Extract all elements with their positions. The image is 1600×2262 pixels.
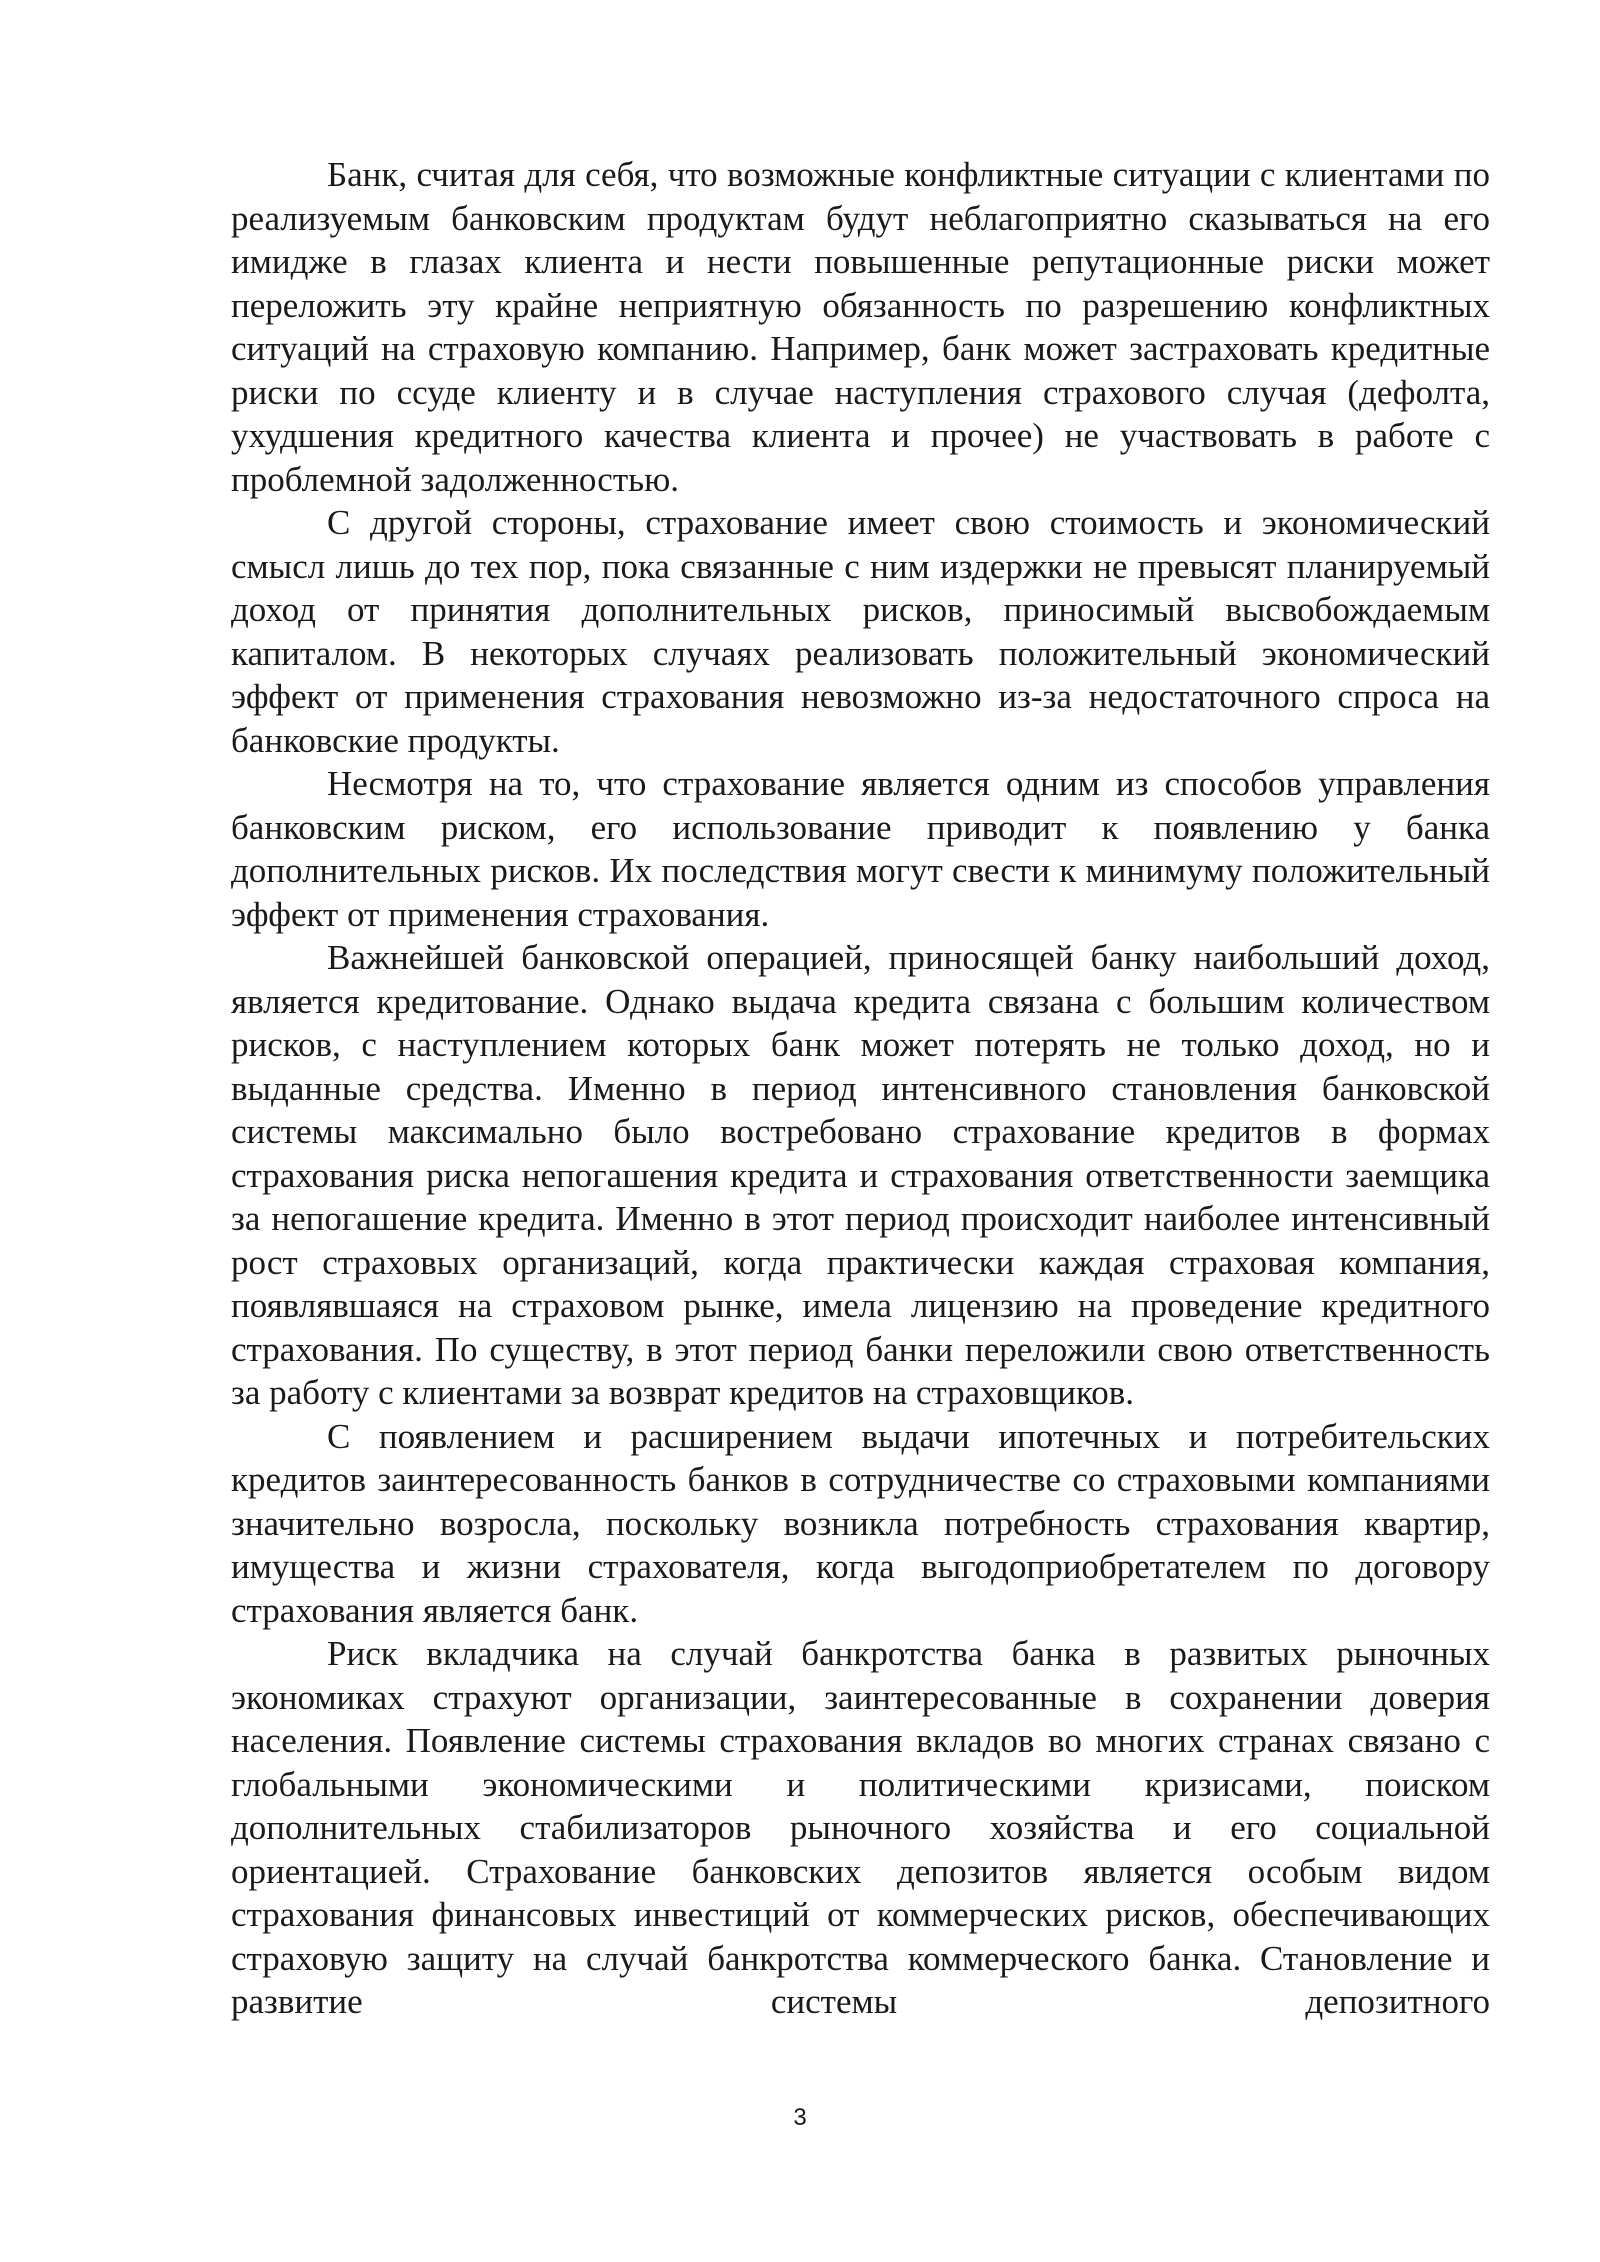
paragraph-lending: Важнейшей банковской операцией, приносящей банку наибольший доход, является кредитование. Однако выдача кредита связана с большим количеством рисков, с наступлением которых банк может потерять не только доход, но и выданные средства. Именно в период интенсивного становления банковской системы максимально было востребовано страхование кредитов в формах страхования риска непогашения кредита и страхования ответственности заемщика за непогашение кредита. Именно в этот период происходит наиболее интенсивный рост страховых организаций, когда практически каждая страховая компания, появлявшаяся на страховом рынке, имела лицензию на проведение кредитного страхования. По существу, в этот период банки переложили свою ответственность за работу с клиентами за возврат кредитов на страховщиков. <box>231 938 1490 1412</box>
paragraph-bank-conflicts: Банк, считая для себя, что возможные конфликтные ситуации с клиентами по реализуемым банковским продуктам будут неблагоприятно сказываться на его имидже в глазах клиента и нести повышенные репутационные риски может переложить эту крайне неприятную обязанность по разрешению конфликтных ситуаций на страховую компанию. Например, банк может застраховать кредитные риски по ссуде клиенту и в случае наступления страхового случая (дефолта, ухудшения кредитного качества клиента и прочее) не участвовать в работе с проблемной задолженностью. <box>231 155 1490 499</box>
body-text <box>231 153 1490 2024</box>
paragraph-insurance-cost: С другой стороны, страхование имеет свою стоимость и экономический смысл лишь до тех пор, пока связанные с ним издержки не превысят планируемый доход от принятия дополнительных рисков, приносимый высвобождаемым капиталом. В некоторых случаях реализовать положительный экономический эффект от применения страхования невозможно из-за недостаточного спроса на банковские продукты. <box>231 503 1490 760</box>
paragraph-deposit-insurance: Риск вкладчика на случай банкротства банка в развитых рыночных экономиках страхуют организации, заинтересованные в сохранении доверия населения. Появление системы страхования вкладов во многих странах связано с глобальными экономическими и политическими кризисами, поиском дополнительных стабилизаторов рыночного хозяйства и его социальной ориентацией. Страхование банковских депозитов является особым видом страхования финансовых инвестиций от коммерческих рисков, обеспечивающих страховую защиту на случай банкротства коммерческого банка. Становление и развитие системы депозитного <box>231 1634 1490 2021</box>
page-number: 3 <box>793 2104 807 2131</box>
paragraph-additional-risks: Несмотря на то, что страхование является одним из способов управления банковским риском, его использование приводит к появлению у банка дополнительных рисков. Их последствия могут свести к минимуму положительный эффект от применения страхования. <box>231 764 1490 934</box>
paragraph-mortgage-credits: С появлением и расширением выдачи ипотечных и потребительских кредитов заинтересованность банков в сотрудничестве со страховыми компаниями значительно возросла, поскольку возникла потребность страхования квартир, имущества и жизни страхователя, когда выгодоприобретателем по договору страхования является банк. <box>231 1416 1490 1630</box>
